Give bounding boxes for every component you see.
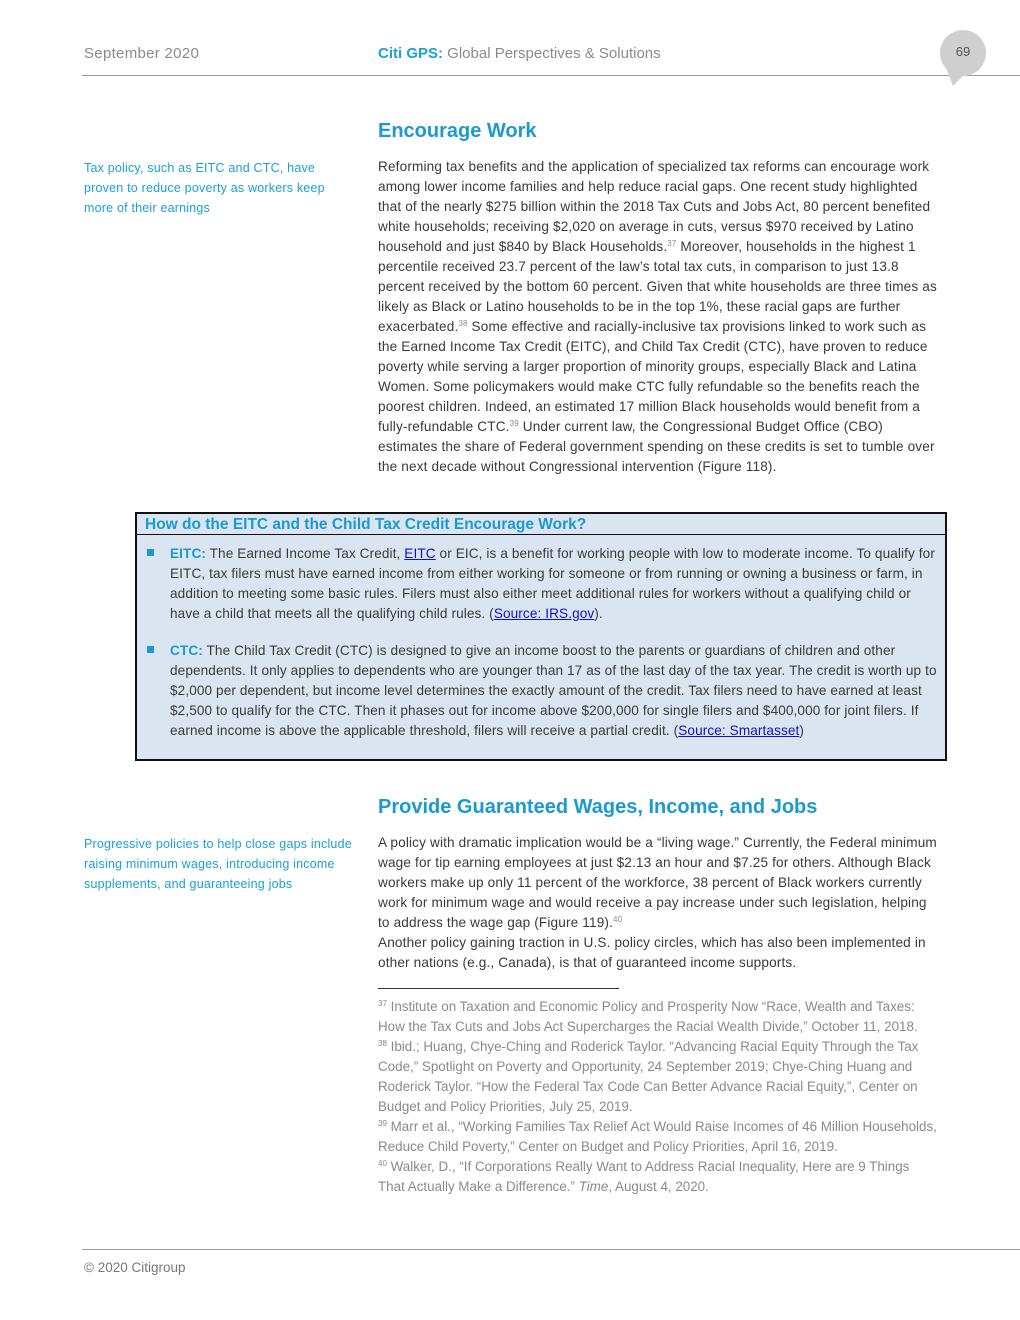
page-number: 69 bbox=[955, 44, 971, 59]
bullet-ctc-text bbox=[170, 641, 940, 741]
body-text: Some effective and racially-inclusive tax provisions linked to work such as the Earned Income Tax Credit (EITC), and Child Tax Credit (CTC), have proven to reduce poverty while serving a larger proportion of minority groups, especially Black and Latina Women. Some policymakers would make CTC fully refundable so the benefits reach the poorest children. Indeed, an estimated 17 million Black households would benefit from a fully-refundable CTC. bbox=[378, 319, 928, 434]
section-title-guaranteed-wages: Provide Guaranteed Wages, Income, and Jobs bbox=[378, 796, 818, 818]
bullet-square-icon bbox=[147, 549, 154, 556]
footnote bbox=[378, 1037, 938, 1117]
bullet-text: ). bbox=[594, 606, 603, 621]
sidenote-tax-policy: Tax policy, such as EITC and CTC, have proven to reduce poverty as workers keep more of their earnings bbox=[84, 161, 325, 215]
header-brand bbox=[378, 45, 661, 62]
footnote-ref[interactable]: 38 bbox=[458, 319, 468, 328]
body-text: Another policy gaining traction in U.S. policy circles, which has also been implemented in other nations (e.g., Canada), is that of guaranteed income supports. bbox=[378, 935, 926, 970]
body-text: A policy with dramatic implication would be a “living wage.” Currently, the Federal minimum wage for tip earning employees at just $2.13 an hour and $7.25 for others. Although Black workers make up only 11 percent of the workforce, 38 percent of Black workers currently work for minimum wage and would receive a pay increase under such legislation, helping to address the wage gap (Figure 119). bbox=[378, 835, 937, 930]
footnote-ref[interactable]: 37 bbox=[667, 239, 677, 248]
footnote-ref[interactable]: 39 bbox=[509, 419, 519, 428]
body-encourage-work bbox=[378, 157, 938, 477]
header-date: September 2020 bbox=[84, 45, 200, 62]
footnote-number: 37 bbox=[378, 999, 387, 1008]
eitc-link[interactable]: EITC bbox=[404, 546, 436, 561]
bullet-text: ) bbox=[799, 723, 805, 738]
brand-name: Citi GPS: bbox=[378, 45, 444, 62]
footnote-text: Marr et al., “Working Families Tax Relief Act Would Raise Incomes of 46 Million Households, Reduce Child Poverty,” Center on Budget and Policy Priorities, April 16, 2019. bbox=[378, 1119, 937, 1154]
footnote-text: Ibid.; Huang, Chye-Ching and Roderick Taylor. “Advancing Racial Equity Through the Tax Code,” Spotlight on Poverty and Opportunity, 24 September 2019; Chye-Ching Huang and Roderick Taylor. “How the Federal Tax Code Can Better Advance Racial Equity,”, Center on Budget and Policy Priorities, July 25, 2019. bbox=[378, 1039, 919, 1114]
irs-source-link[interactable]: Source: IRS.gov bbox=[493, 606, 595, 621]
footnote-number: 39 bbox=[378, 1119, 387, 1128]
header-divider bbox=[82, 75, 1020, 76]
ctc-label: CTC: bbox=[170, 643, 203, 658]
smartasset-source-link[interactable]: Source: Smartasset bbox=[678, 723, 800, 738]
copyright: © 2020 Citigroup bbox=[84, 1260, 186, 1275]
footnote-ref[interactable]: 40 bbox=[613, 915, 623, 924]
footnote-number: 38 bbox=[378, 1039, 387, 1048]
bullet-text: or EIC, is a benefit for working people with low to moderate income. To qualify for EITC, tax filers must have earned income from either working for someone or from running or owning a business or farm, in addition to meeting some basic rules. Filers must also either meet additional rules for workers without a qualifying child or have a child that meets all the qualifying child rules. ( bbox=[170, 546, 935, 621]
bullet-eitc-text bbox=[170, 544, 940, 624]
bullet-square-icon bbox=[147, 646, 154, 653]
bullet-text: The Earned Income Tax Credit, bbox=[206, 546, 405, 561]
body-text: Moreover, households in the highest 1 percentile received 23.7 percent of the law’s total tax cuts, in comparison to just 13.8 percent received by the bottom 60 percent. Given that white households are three times as likely as Black or Latino households to be in the top 1%, these racial gaps are further exacerbated. bbox=[378, 239, 937, 334]
sidenote-progressive-policies: Progressive policies to help close gaps include raising minimum wages, introducing income supplements, and guaranteeing jobs bbox=[84, 837, 352, 891]
body-text: Under current law, the Congressional Budget Office (CBO) estimates the share of Federal government spending on these credits is set to tumble over the next decade without Congressional intervention (Figure 118). bbox=[378, 419, 935, 474]
eitc-label: EITC: bbox=[170, 546, 206, 561]
footer-divider bbox=[82, 1249, 1020, 1250]
eitc-ctc-info-box bbox=[135, 512, 947, 761]
body-guaranteed-wages bbox=[378, 833, 938, 973]
footnote bbox=[378, 1157, 938, 1197]
page-badge-tail bbox=[946, 68, 971, 86]
brand-tagline: Global Perspectives & Solutions bbox=[443, 45, 661, 62]
footnote-publication: Time bbox=[578, 1179, 609, 1194]
section-title-encourage-work: Encourage Work bbox=[378, 120, 537, 142]
footnote-number: 40 bbox=[378, 1159, 387, 1168]
footnote bbox=[378, 997, 938, 1037]
body-text: Reforming tax benefits and the application of specialized tax reforms can encourage work among lower income families and help reduce racial gaps. One recent study highlighted that of the nearly $275 billion within the 2018 Tax Cuts and Jobs Act, 80 percent benefited white households; receiving $2,020 on average in cuts, versus $970 received by Latino household and just $840 by Black Households. bbox=[378, 159, 931, 254]
footnote-text: , August 4, 2020. bbox=[608, 1179, 709, 1194]
footnote-text: Walker, D., “If Corporations Really Want to Address Racial Inequality, Here are 9 Things That Actually Make a Difference.” bbox=[378, 1159, 910, 1194]
footnote-text: Institute on Taxation and Economic Policy and Prosperity Now “Race, Wealth and Taxes: How the Tax Cuts and Jobs Act Supercharges the Racial Wealth Divide,” October 11, 2018. bbox=[378, 999, 918, 1034]
footnotes bbox=[378, 997, 938, 1197]
bullet-text: The Child Tax Credit (CTC) is designed to give an income boost to the parents or guardians of children and other dependents. It only applies to dependents who are younger than 17 as of the last day of the tax year. The credit is worth up to $2,000 per dependent, but income level determines the exactly amount of the credit. Tax filers need to have earned at least $2,500 to qualify for the CTC. Then it phases out for income above $200,000 for single filers and $400,000 for joint filers. If earned income is above the applicable threshold, filers will receive a partial credit. ( bbox=[170, 643, 937, 738]
footnote bbox=[378, 1117, 938, 1157]
info-box-title: How do the EITC and the Child Tax Credit Encourage Work? bbox=[137, 514, 945, 535]
footnote-divider bbox=[378, 988, 619, 989]
